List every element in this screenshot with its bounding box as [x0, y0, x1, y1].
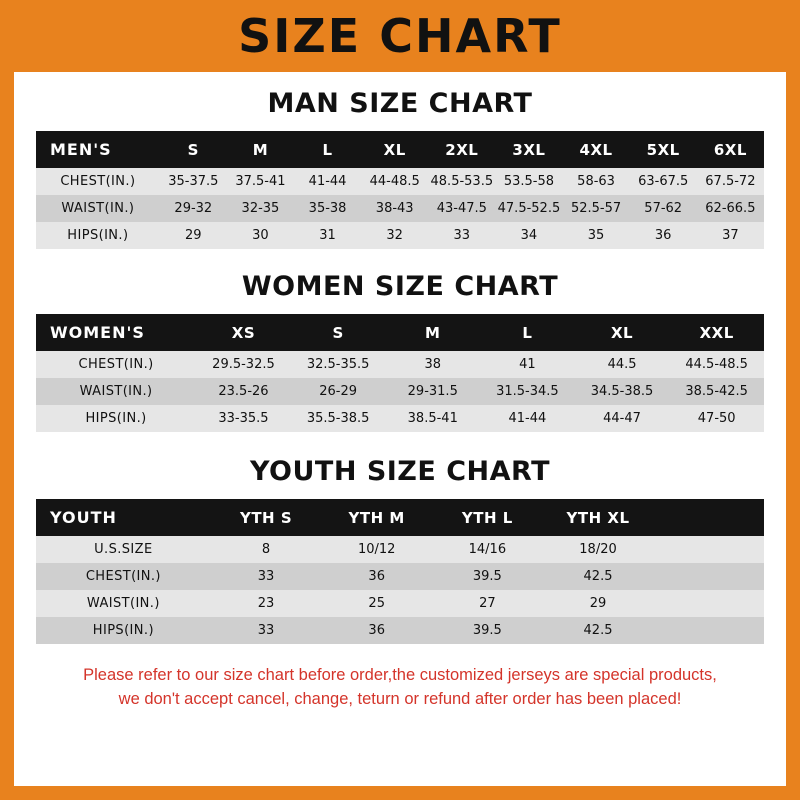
table-header-cell: S	[160, 131, 227, 168]
table-cell: 29-32	[160, 195, 227, 222]
table-cell: 31	[294, 222, 361, 249]
table-cell: 10/12	[321, 536, 432, 563]
table-header-cell: YTH S	[211, 499, 322, 536]
table-cell: 32	[361, 222, 428, 249]
table-header-cell: XL	[361, 131, 428, 168]
table-cell: 47-50	[669, 405, 764, 432]
table-header-row	[36, 499, 764, 536]
table-header-cell: L	[294, 131, 361, 168]
table-women	[36, 314, 764, 432]
table-cell-spacer	[653, 617, 764, 644]
section-title-women: WOMEN SIZE CHART	[241, 271, 559, 302]
table-cell: 35.5-38.5	[291, 405, 386, 432]
table-cell: 38.5-42.5	[669, 378, 764, 405]
table-cell: 38.5-41	[385, 405, 480, 432]
table-row	[36, 378, 764, 405]
table-cell: 14/16	[432, 536, 543, 563]
table-row	[36, 195, 764, 222]
table-cell: 42.5	[543, 617, 654, 644]
table-cell: 23	[211, 590, 322, 617]
table-header-cell: 3XL	[495, 131, 562, 168]
table-cell-spacer	[653, 536, 764, 563]
table-cell: 39.5	[432, 563, 543, 590]
table-cell: 37	[697, 222, 764, 249]
row-label: HIPS(IN.)	[36, 405, 196, 432]
table-header-cell: YOUTH	[36, 499, 211, 536]
table-row	[36, 536, 764, 563]
table-cell: 43-47.5	[428, 195, 495, 222]
table-cell: 41	[480, 351, 575, 378]
section-women	[36, 271, 764, 432]
table-row	[36, 563, 764, 590]
table-cell: 33	[211, 563, 322, 590]
row-label: HIPS(IN.)	[36, 222, 160, 249]
table-row	[36, 590, 764, 617]
table-cell-spacer	[653, 590, 764, 617]
table-cell: 62-66.5	[697, 195, 764, 222]
row-label: WAIST(IN.)	[36, 195, 160, 222]
table-youth	[36, 499, 764, 644]
bottom-band	[0, 786, 800, 800]
table-cell: 63-67.5	[630, 168, 697, 195]
table-cell: 33	[428, 222, 495, 249]
table-cell: 41-44	[294, 168, 361, 195]
table-man	[36, 131, 764, 249]
table-cell: 35-37.5	[160, 168, 227, 195]
table-cell: 44-48.5	[361, 168, 428, 195]
table-cell: 29-31.5	[385, 378, 480, 405]
table-cell: 34	[495, 222, 562, 249]
table-cell: 44-47	[575, 405, 670, 432]
row-label: CHEST(IN.)	[36, 168, 160, 195]
table-header-cell: 2XL	[428, 131, 495, 168]
table-header-cell: YTH XL	[543, 499, 654, 536]
table-header-cell: MEN'S	[36, 131, 160, 168]
table-header-row	[36, 314, 764, 351]
table-cell: 53.5-58	[495, 168, 562, 195]
table-row	[36, 351, 764, 378]
table-row	[36, 617, 764, 644]
table-cell: 58-63	[563, 168, 630, 195]
table-header-cell: XL	[575, 314, 670, 351]
footer-note	[54, 664, 746, 712]
table-header-cell: 6XL	[697, 131, 764, 168]
section-title-youth: YOUTH SIZE CHART	[249, 456, 551, 487]
table-cell: 57-62	[630, 195, 697, 222]
table-cell: 32-35	[227, 195, 294, 222]
header-band	[0, 0, 800, 72]
section-title-man: MAN SIZE CHART	[267, 88, 533, 119]
table-header-cell: XXL	[669, 314, 764, 351]
table-cell: 44.5	[575, 351, 670, 378]
table-cell: 48.5-53.5	[428, 168, 495, 195]
row-label: U.S.SIZE	[36, 536, 211, 563]
table-header-cell: XS	[196, 314, 291, 351]
table-cell: 32.5-35.5	[291, 351, 386, 378]
table-header-cell: M	[385, 314, 480, 351]
table-cell: 35-38	[294, 195, 361, 222]
content	[14, 88, 786, 712]
table-cell: 52.5-57	[563, 195, 630, 222]
row-label: CHEST(IN.)	[36, 563, 211, 590]
table-cell: 36	[321, 617, 432, 644]
table-header-cell: S	[291, 314, 386, 351]
table-cell: 33-35.5	[196, 405, 291, 432]
table-cell: 41-44	[480, 405, 575, 432]
table-cell: 29.5-32.5	[196, 351, 291, 378]
table-cell: 42.5	[543, 563, 654, 590]
table-cell: 38	[385, 351, 480, 378]
table-cell: 25	[321, 590, 432, 617]
footer-note-line-2: we don't accept cancel, change, teturn or refund after order has been placed!	[118, 689, 682, 708]
row-label: HIPS(IN.)	[36, 617, 211, 644]
row-label: WAIST(IN.)	[36, 590, 211, 617]
table-header-cell-spacer	[653, 499, 764, 536]
table-header-cell: WOMEN'S	[36, 314, 196, 351]
section-man	[36, 88, 764, 249]
table-cell: 44.5-48.5	[669, 351, 764, 378]
table-cell: 29	[160, 222, 227, 249]
table-cell: 18/20	[543, 536, 654, 563]
table-cell: 36	[321, 563, 432, 590]
table-header-cell: YTH M	[321, 499, 432, 536]
page-title: SIZE CHART	[238, 9, 562, 63]
table-header-cell: YTH L	[432, 499, 543, 536]
table-cell: 30	[227, 222, 294, 249]
table-header-cell: M	[227, 131, 294, 168]
table-cell: 31.5-34.5	[480, 378, 575, 405]
table-row	[36, 222, 764, 249]
table-cell-spacer	[653, 563, 764, 590]
table-cell: 47.5-52.5	[495, 195, 562, 222]
table-header-cell: 5XL	[630, 131, 697, 168]
table-cell: 26-29	[291, 378, 386, 405]
table-cell: 8	[211, 536, 322, 563]
table-cell: 38-43	[361, 195, 428, 222]
table-cell: 37.5-41	[227, 168, 294, 195]
table-cell: 27	[432, 590, 543, 617]
table-header-row	[36, 131, 764, 168]
table-header-cell: L	[480, 314, 575, 351]
row-label: CHEST(IN.)	[36, 351, 196, 378]
section-youth	[36, 456, 764, 644]
table-cell: 39.5	[432, 617, 543, 644]
table-cell: 23.5-26	[196, 378, 291, 405]
table-cell: 33	[211, 617, 322, 644]
table-cell: 34.5-38.5	[575, 378, 670, 405]
table-row	[36, 405, 764, 432]
table-header-cell: 4XL	[563, 131, 630, 168]
table-row	[36, 168, 764, 195]
table-cell: 35	[563, 222, 630, 249]
table-cell: 36	[630, 222, 697, 249]
table-cell: 67.5-72	[697, 168, 764, 195]
row-label: WAIST(IN.)	[36, 378, 196, 405]
footer-note-line-1: Please refer to our size chart before order,the customized jerseys are special products,	[83, 666, 717, 684]
table-cell: 29	[543, 590, 654, 617]
